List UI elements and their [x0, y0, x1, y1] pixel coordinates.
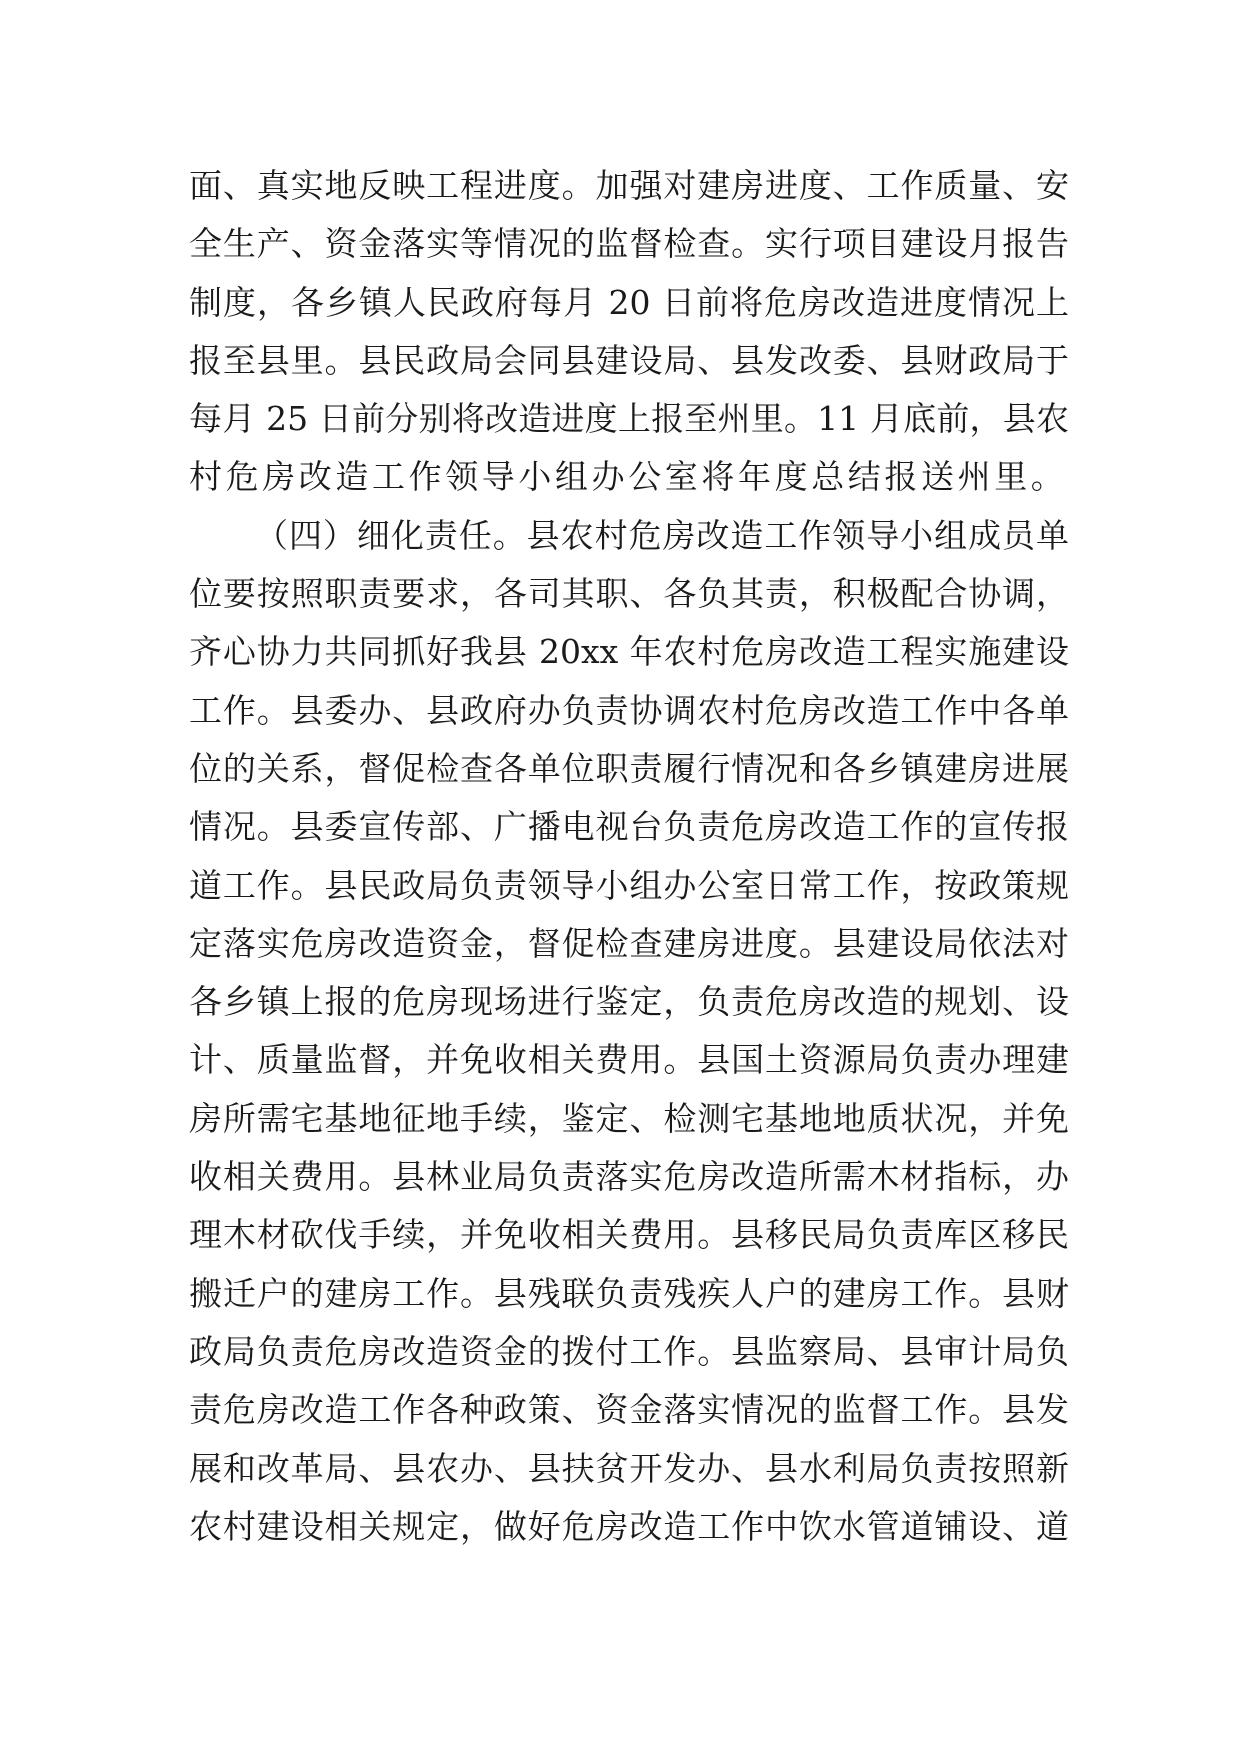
text-line: 定落实危房改造资金，督促检查建房进度。县建设局依法对	[189, 923, 1069, 963]
text-line: 全生产、资金落实等情况的监督检查。实行项目建设月报告	[189, 224, 1069, 264]
text-line: 位的关系，督促检查各单位职责履行情况和各乡镇建房进展	[189, 748, 1069, 788]
text-line: 展和改革局、县农办、县扶贫开发办、县水利局负责按照新	[189, 1448, 1069, 1488]
text-line: 房所需宅基地征地手续，鉴定、检测宅基地地质状况，并免	[189, 1098, 1069, 1138]
text-line: 工作。县委办、县政府办负责协调农村危房改造工作中各单	[189, 690, 1069, 730]
text-line: 位要按照职责要求，各司其职、各负其责，积极配合协调，	[189, 574, 1069, 614]
document-body	[189, 157, 1069, 1556]
text-line: 报至县里。县民政局会同县建设局、县发改委、县财政局于	[189, 340, 1069, 380]
text-line: 农村建设相关规定，做好危房改造工作中饮水管道铺设、道	[189, 1506, 1069, 1546]
text-line: 道工作。县民政局负责领导小组办公室日常工作，按政策规	[189, 865, 1069, 905]
text-line: 收相关费用。县林业局负责落实危房改造所需木材指标，办	[189, 1157, 1069, 1197]
text-line: 责危房改造工作各种政策、资金落实情况的监督工作。县发	[189, 1390, 1069, 1430]
text-line: 情况。县委宣传部、广播电视台负责危房改造工作的宣传报	[189, 807, 1069, 847]
text-line: 每月 25 日前分别将改造进度上报至州里。11 月底前，县农	[189, 399, 1069, 439]
text-line: 齐心协力共同抓好我县 20xx 年农村危房改造工程实施建设	[189, 632, 1069, 672]
paragraph-end-line: 村危房改造工作领导小组办公室将年度总结报送州里。	[189, 457, 1068, 497]
section-heading-line: （四）细化责任。县农村危房改造工作领导小组成员单	[255, 515, 1069, 555]
text-line: 政局负责危房改造资金的拨付工作。县监察局、县审计局负	[189, 1331, 1069, 1371]
text-line: 面、真实地反映工程进度。加强对建房进度、工作质量、安	[189, 166, 1069, 205]
text-line: 制度，各乡镇人民政府每月 20 日前将危房改造进度情况上	[189, 282, 1069, 322]
text-line: 搬迁户的建房工作。县残联负责残疾人户的建房工作。县财	[189, 1273, 1069, 1313]
text-line: 理木材砍伐手续，并免收相关费用。县移民局负责库区移民	[189, 1215, 1069, 1255]
text-line: 计、质量监督，并免收相关费用。县国土资源局负责办理建	[189, 1040, 1069, 1080]
text-line: 各乡镇上报的危房现场进行鉴定，负责危房改造的规划、设	[189, 982, 1069, 1022]
